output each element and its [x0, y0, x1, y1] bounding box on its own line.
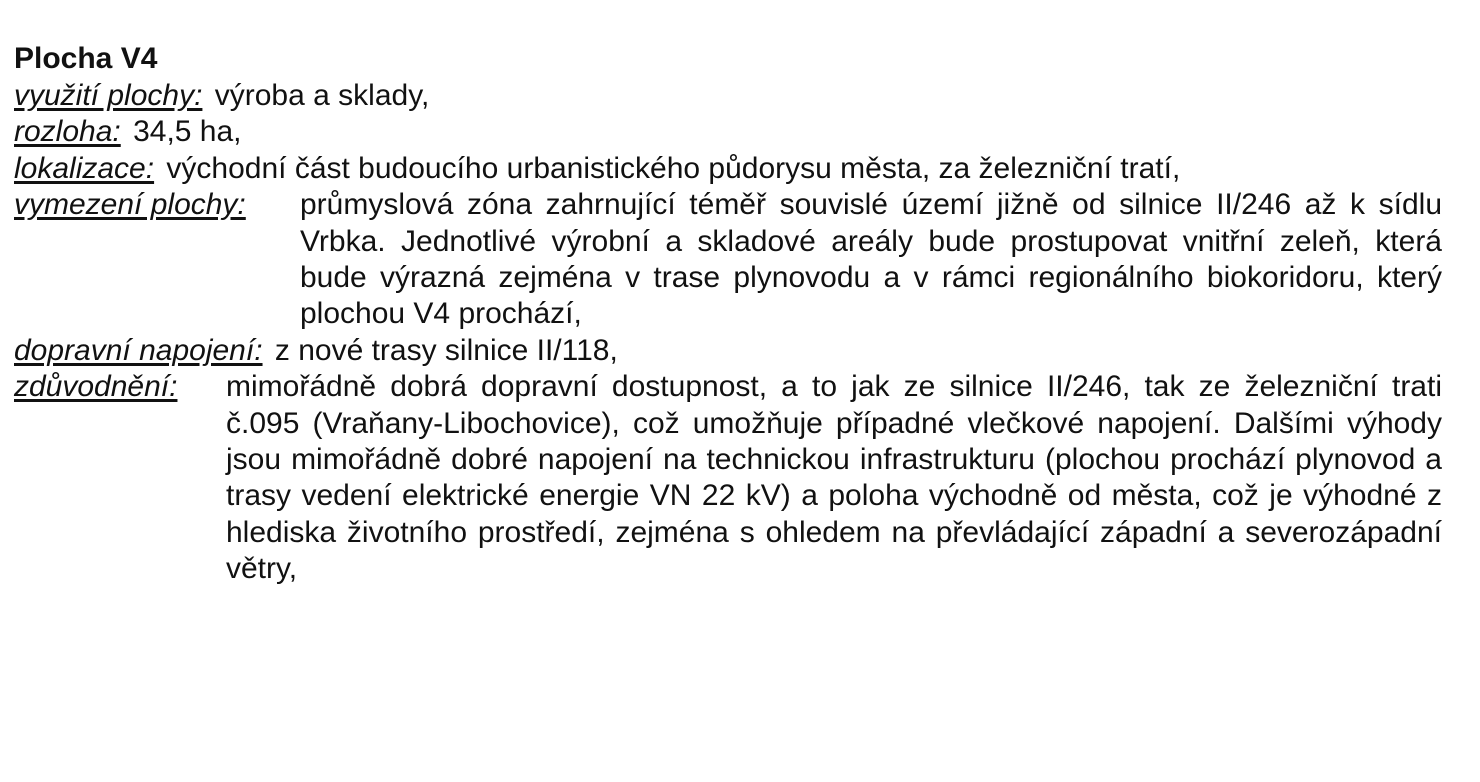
entry-zduvodneni — [14, 369, 1442, 587]
section-heading: Plocha V4 — [14, 42, 158, 75]
entry-label-vymezeni-plochy: vymezení plochy: — [14, 188, 246, 222]
entry-lokalizace — [14, 151, 1442, 187]
entry-label-lokalizace: lokalizace: — [14, 151, 155, 185]
entry-value-lokalizace: východní část budoucího urbanistického půdorysu města, za železniční tratí, — [158, 151, 1181, 185]
entry-label-cell-vymezeni — [14, 187, 300, 223]
entry-value-rozloha: 34,5 ha, — [124, 115, 242, 149]
entry-label-rozloha: rozloha: — [14, 115, 121, 149]
entry-label-vyuziti-plochy: využití plochy: — [14, 79, 203, 112]
entry-vyuziti-plochy — [14, 78, 1442, 114]
entry-value-vymezeni-plochy: průmyslová zóna zahrnující téměř souvislé území jižně od silnice II/246 až k sídlu Vrbka. Jednotlivé výrobní a skladové areály bude prostupovat vnitřní zeleň, která bude výrazná zejména v trase plynovodu a v rámci regionálního biokoridoru, který plochou V4 prochází, — [300, 188, 1442, 331]
entry-dopravni-napojeni — [14, 333, 1442, 369]
entry-rozloha — [14, 114, 1442, 150]
entry-label-zduvodneni: zdůvodnění: — [14, 370, 178, 404]
entry-value-zduvodneni: mimořádně dobrá dopravní dostupnost, a to jak ze silnice II/246, tak ze železniční trati č.095 (Vraňany-Libochovice), což umožňuje případné vlečkové napojení. Dalšími výhody jsou mimořádně dobré napojení na technickou infrastrukturu (plochou prochází plynovod a trasy vedení elektrické energie VN 22 kV) a poloha východně od města, což je výhodné z hlediska životního prostředí, zejména s ohledem na převládající západní a severozápadní větry, — [226, 370, 1442, 586]
entry-vymezeni-plochy — [14, 187, 1442, 333]
entry-label-cell-zduvodneni — [14, 369, 226, 405]
entry-value-vyuziti-plochy: výroba a sklady, — [206, 79, 430, 112]
entry-label-dopravni-napojeni: dopravní napojení: — [14, 333, 263, 367]
document-body — [14, 40, 1442, 588]
entry-value-dopravni-napojeni: z nové trasy silnice II/118, — [266, 333, 618, 367]
